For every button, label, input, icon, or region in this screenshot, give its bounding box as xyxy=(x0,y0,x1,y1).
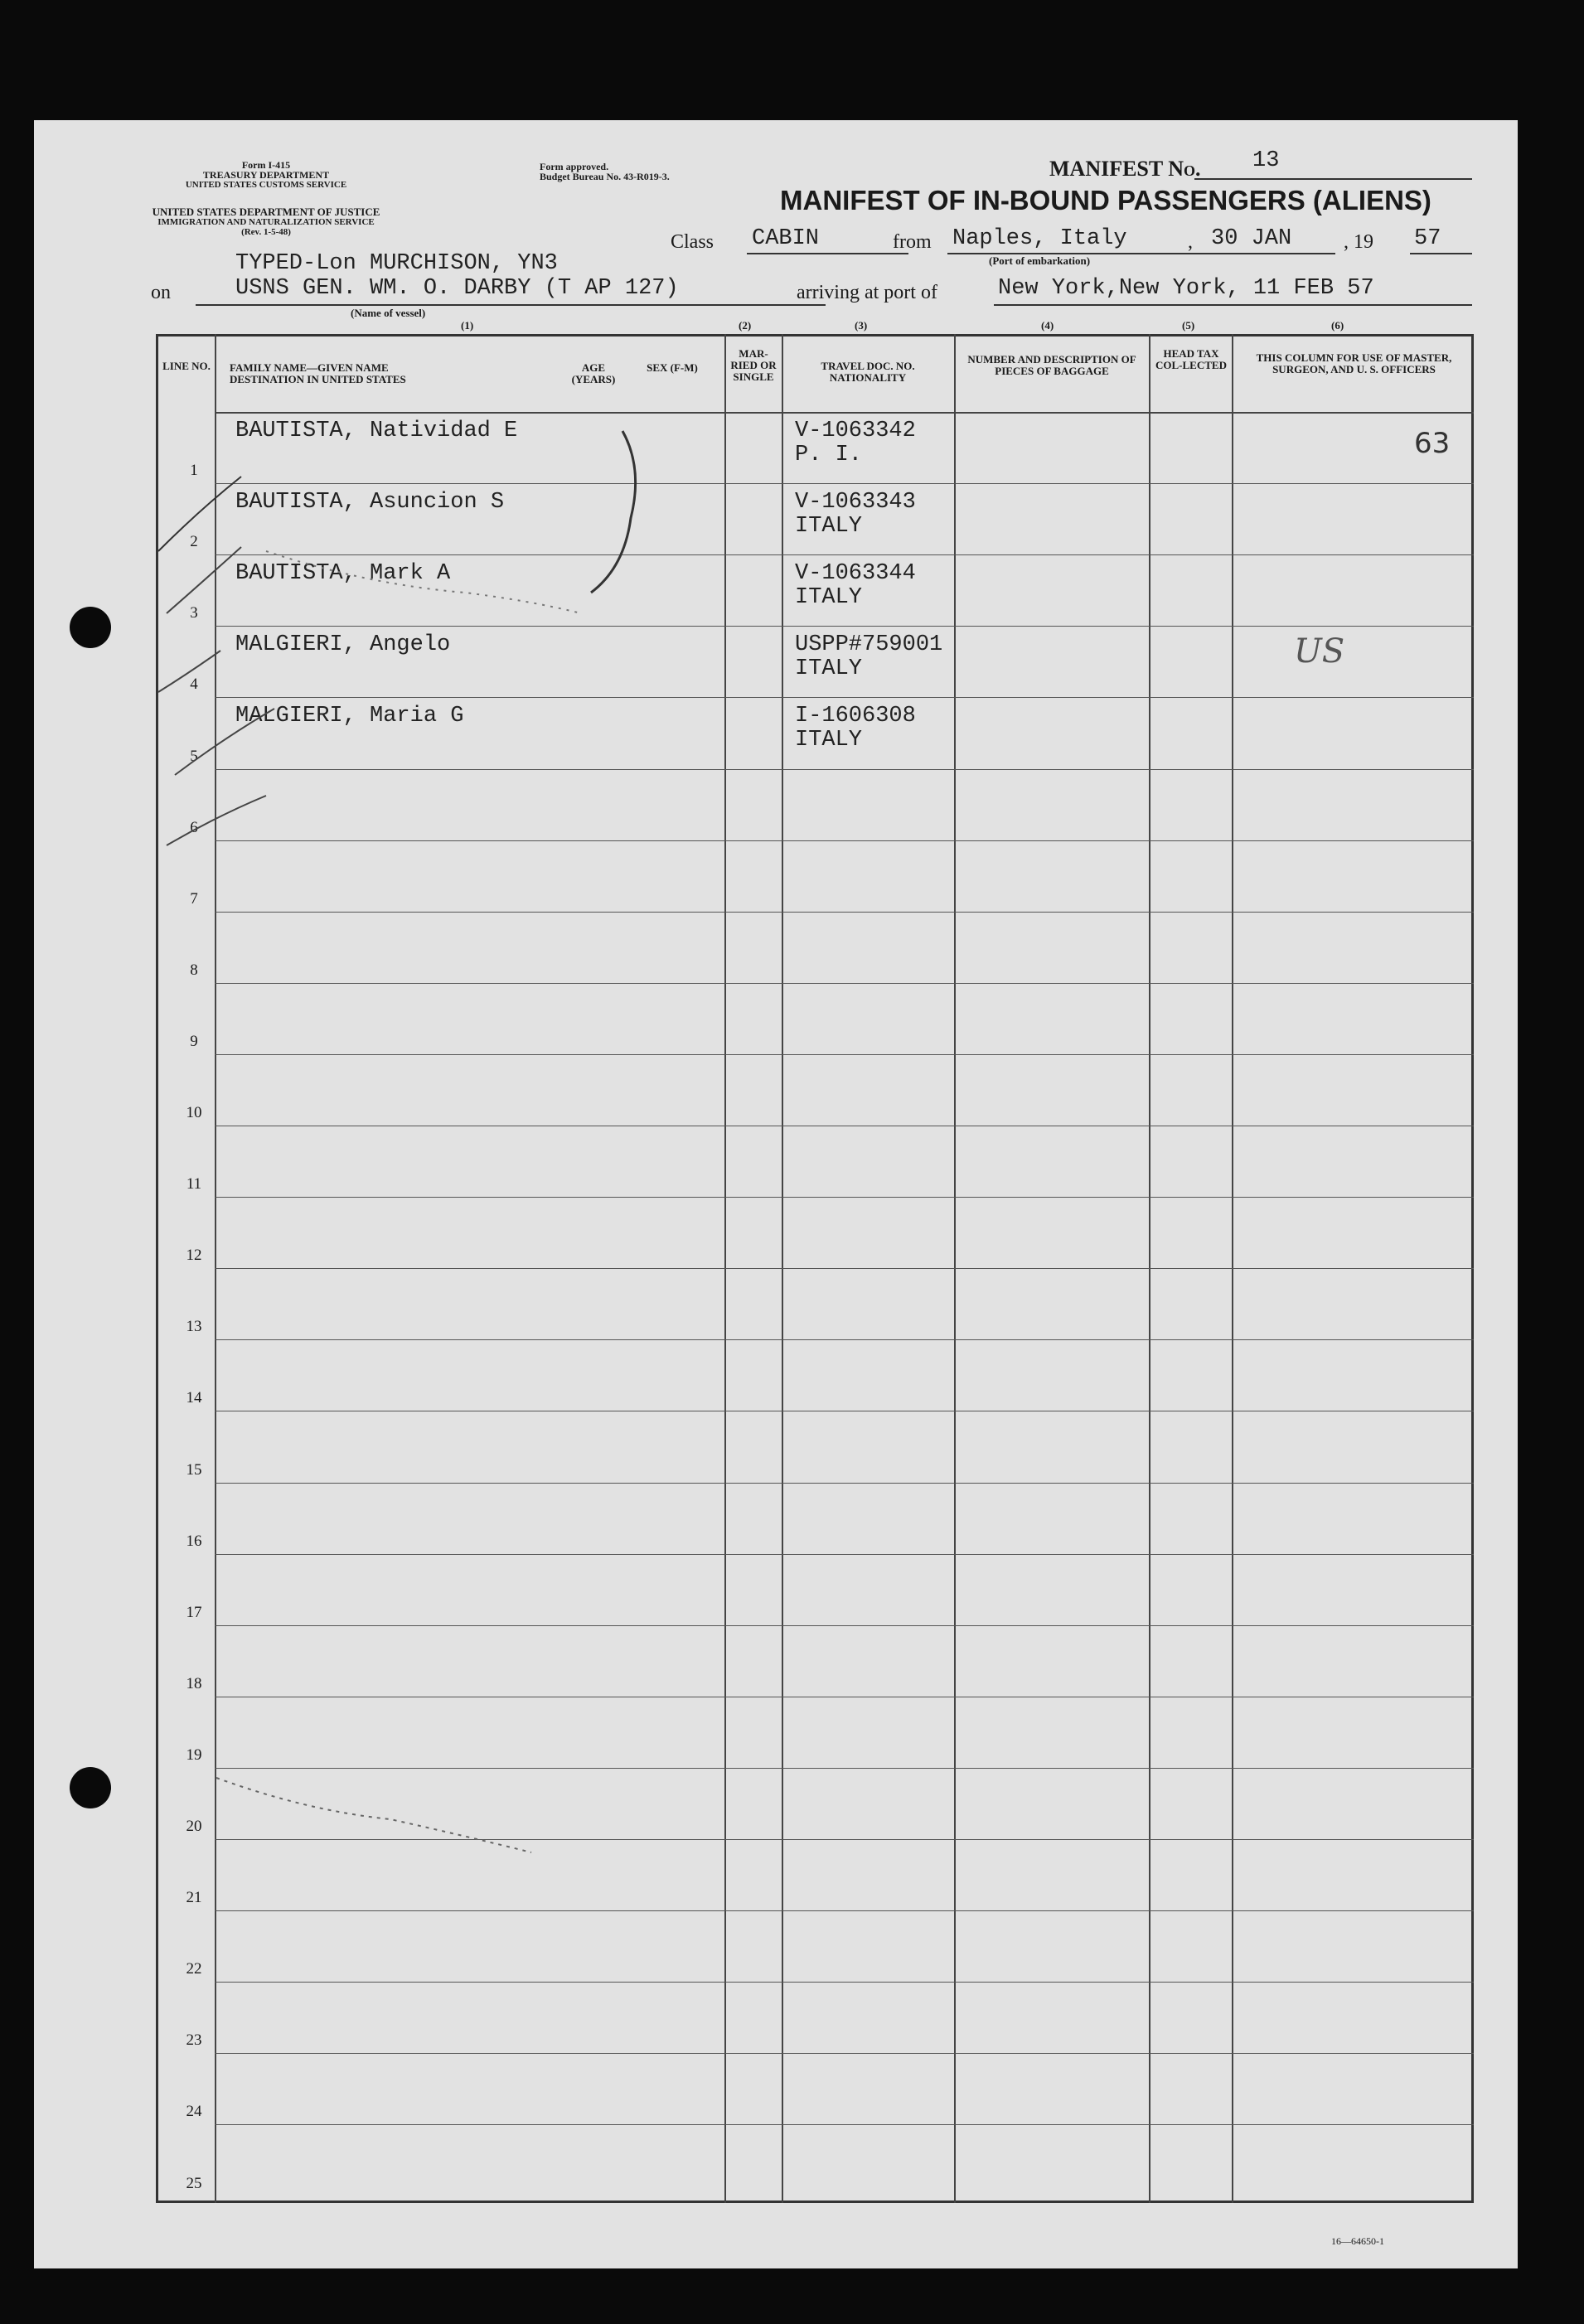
from-value: Naples, Italy xyxy=(952,226,1127,251)
passenger-name: BAUTISTA, Mark A xyxy=(235,561,451,586)
officer-mark-annotation: US xyxy=(1294,632,1345,671)
line-number: 11 xyxy=(186,1175,202,1193)
header-sex: SEX (F-M) xyxy=(647,361,698,374)
manifest-sheet xyxy=(34,120,1518,2268)
line-number: 10 xyxy=(186,1104,202,1121)
passenger-name: BAUTISTA, Asuncion S xyxy=(235,490,505,515)
form-number: Form I-415 xyxy=(241,159,291,171)
nationality: P. I. xyxy=(795,443,863,467)
arriving-label: arriving at port of xyxy=(797,282,937,303)
travel-doc-number: V-1063344 xyxy=(795,561,916,586)
line-number: 16 xyxy=(186,1532,202,1550)
ins-heading: IMMIGRATION AND NATURALIZATION SERVICE xyxy=(157,217,375,227)
travel-doc-number: I-1606308 xyxy=(795,704,916,729)
col-num-5: (5) xyxy=(1182,319,1195,332)
header-travel-doc: TRAVEL DOC. NO. NATIONALITY xyxy=(821,360,915,384)
header-line-no: LINE NO. xyxy=(162,360,211,372)
header-age: AGE (YEARS) xyxy=(571,361,616,385)
line-number: 24 xyxy=(186,2103,202,2120)
col-num-2: (2) xyxy=(739,319,752,332)
nationality: ITALY xyxy=(795,585,863,610)
line-number: 25 xyxy=(186,2175,202,2192)
year-prefix: , 19 xyxy=(1344,231,1373,253)
header-name: FAMILY NAME—GIVEN NAME DESTINATION IN UNITED STATES xyxy=(230,361,406,385)
line-number: 17 xyxy=(186,1604,202,1621)
line-number: 12 xyxy=(186,1247,202,1264)
line-number: 13 xyxy=(186,1318,202,1335)
line-number: 7 xyxy=(190,890,198,908)
nationality: ITALY xyxy=(795,728,863,753)
line-number: 2 xyxy=(190,533,198,550)
line-number: 22 xyxy=(186,1960,202,1978)
header-baggage: NUMBER AND DESCRIPTION OF PIECES OF BAGGAGE xyxy=(967,353,1136,377)
line-number: 19 xyxy=(186,1746,202,1764)
customs-service: UNITED STATES CUSTOMS SERVICE xyxy=(185,180,347,190)
treasury-dept: TREASURY DEPARTMENT xyxy=(202,169,330,181)
header-head-tax: HEAD TAX COL-LECTED xyxy=(1155,347,1227,371)
line-number: 15 xyxy=(186,1461,202,1479)
passenger-name: BAUTISTA, Natividad E xyxy=(235,419,518,443)
line-number: 1 xyxy=(190,462,198,479)
manifest-no-label: MANIFEST No. xyxy=(1049,157,1201,181)
vessel-caption: (Name of vessel) xyxy=(351,307,426,319)
col-num-6: (6) xyxy=(1331,319,1344,332)
col-num-3: (3) xyxy=(855,319,868,332)
arrival-port: New York,New York, 11 FEB 57 xyxy=(998,276,1374,301)
passenger-name: MALGIERI, Angelo xyxy=(235,632,451,657)
page-number-annotation: 63 xyxy=(1414,427,1451,460)
manifest-title: MANIFEST OF IN-BOUND PASSENGERS (ALIENS) xyxy=(780,185,1431,215)
passenger-name: MALGIERI, Maria G xyxy=(235,704,464,729)
on-label: on xyxy=(151,282,171,303)
nationality: ITALY xyxy=(795,514,863,539)
line-number: 14 xyxy=(186,1389,202,1407)
date-value: 30 JAN xyxy=(1211,226,1292,251)
revision-date: (Rev. 1-5-48) xyxy=(241,227,291,237)
footer-code: 16—64650-1 xyxy=(1331,2235,1384,2247)
line-number: 9 xyxy=(190,1033,198,1050)
form-approved: Form approved. xyxy=(540,161,609,172)
class-label: Class xyxy=(671,231,714,253)
line-number: 5 xyxy=(190,748,198,765)
col-num-4: (4) xyxy=(1041,319,1054,332)
comma-sep: , xyxy=(1188,231,1193,253)
travel-doc-number: V-1063342 xyxy=(795,419,916,443)
col-num-1: (1) xyxy=(461,319,474,332)
line-number: 20 xyxy=(186,1818,202,1835)
line-number: 3 xyxy=(190,604,198,622)
vessel-name: USNS GEN. WM. O. DARBY (T AP 127) xyxy=(235,276,679,301)
line-number: 23 xyxy=(186,2031,202,2049)
travel-doc-number: USPP#759001 xyxy=(795,632,943,657)
travel-doc-number: V-1063343 xyxy=(795,490,916,515)
line-number: 8 xyxy=(190,961,198,979)
year-value: 57 xyxy=(1414,226,1441,251)
line-number: 18 xyxy=(186,1675,202,1692)
doj-heading: UNITED STATES DEPARTMENT OF JUSTICE xyxy=(152,206,380,218)
manifest-no-value: 13 xyxy=(1252,148,1280,173)
header-married: MAR-RIED OR SINGLE xyxy=(730,347,777,383)
budget-bureau: Budget Bureau No. 43-R019-3. xyxy=(540,171,670,182)
binder-hole-top xyxy=(70,607,111,648)
line-number: 21 xyxy=(186,1889,202,1906)
from-label: from xyxy=(893,231,932,253)
typed-by: TYPED-Lon MURCHISON, YN3 xyxy=(235,251,558,276)
port-embarkation-caption: (Port of embarkation) xyxy=(989,254,1091,267)
binder-hole-bottom xyxy=(70,1767,111,1808)
header-officers-use: THIS COLUMN FOR USE OF MASTER, SURGEON, AND U. S. OFFICERS xyxy=(1256,351,1452,375)
class-value: CABIN xyxy=(752,226,820,251)
line-number: 4 xyxy=(190,675,198,693)
line-number: 6 xyxy=(190,819,198,836)
pen-marks xyxy=(34,120,1518,2268)
nationality: ITALY xyxy=(795,656,863,681)
